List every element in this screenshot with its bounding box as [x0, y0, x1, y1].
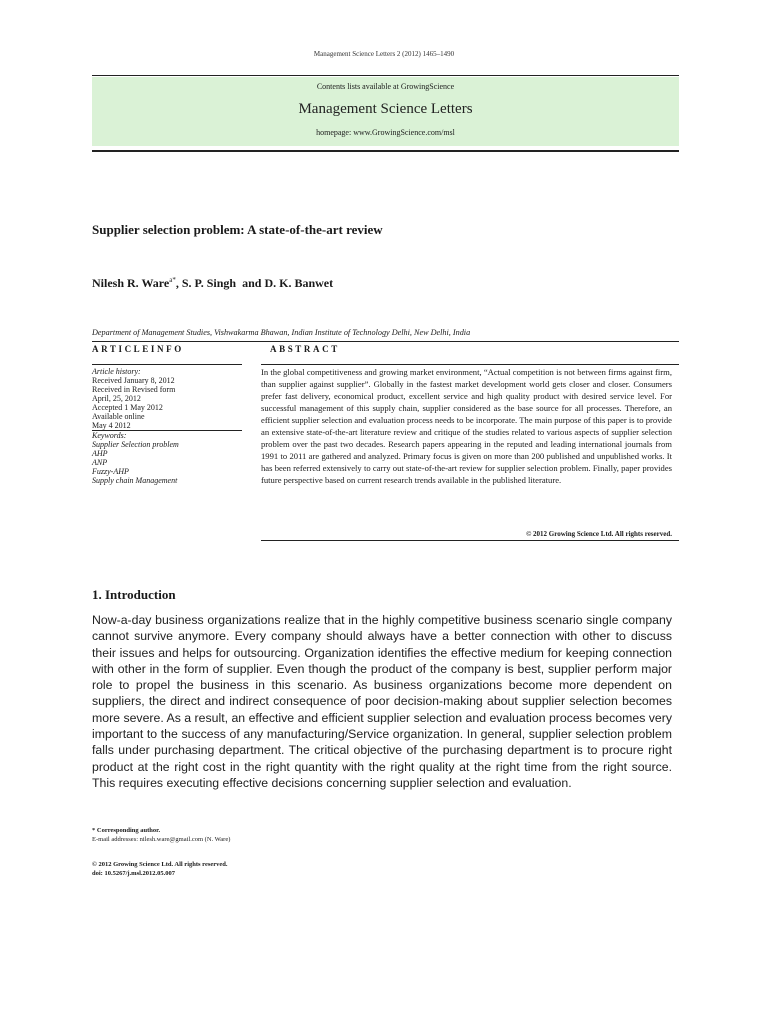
author-singh: , S. P. Singh — [175, 276, 237, 290]
author-affiliation: Department of Management Studies, Vishwakarma Bhawan, Indian Institute of Technology Delhi, New Delhi, India — [92, 328, 471, 337]
history-available: Available online — [92, 412, 145, 421]
contents-availability: Contents lists available at GrowingScience — [316, 82, 455, 91]
introduction-heading: 1. Introduction — [92, 587, 176, 602]
journal-homepage: homepage: www.GrowingScience.com/msl — [316, 128, 455, 137]
abstract-text: In the global competitiveness and growing market environment, “Actual competition is not between firms against firm, than supplier against supplier”. Globally in the fastest market development world gets closer and closer. Consumers prefer fast delivery, economical product, excellent service and high quality product with desired service level. For successful management of this supply chain, supplier considered as the base source for all processes. Therefore, an efficient supplier selection and evaluation process needs to be incorporate. The main purpose of this paper is to provide an extensive state-of-the-art literature review and critique of the studies related to various aspects of supplier selection problem over the past two decades. Research papers appearing in the reputed and leading international journals from 1991 to 2011 are gathered and analyzed. Primary focus is given on more than 200 published and unpublished works. It has been referred extensively to carry out state-of-the-art review for supplier selection problem. Finally, paper provides future perspective based on current research trends available in the published literature. — [261, 367, 672, 485]
keyword-item: Supplier Selection problem — [92, 440, 179, 449]
abstract-copyright: © 2012 Growing Science Ltd. All rights reserved. — [526, 530, 672, 538]
journal-banner — [92, 77, 679, 146]
history-revised: Received in Revised form — [92, 385, 176, 394]
footer-doi: doi: 10.5267/j.msl.2012.05.007 — [92, 870, 176, 877]
header-bottom-rule — [92, 150, 679, 152]
abstract-heading: ABSTRACT — [270, 344, 340, 354]
footer-copyright: © 2012 Growing Science Ltd. All rights reserved. — [92, 861, 228, 868]
info-top-rule — [92, 341, 679, 342]
history-revised-date: April, 25, 2012 — [92, 394, 141, 403]
author-banwet: and D. K. Banwet — [242, 276, 334, 290]
author-list — [92, 276, 333, 291]
history-label: Article history: — [92, 367, 141, 376]
keywords-label: Keywords: — [92, 431, 127, 440]
journal-name: Management Science Letters — [298, 101, 473, 117]
history-available-date: May 4 2012 — [92, 421, 131, 430]
author-ware: Nilesh R. Ware — [92, 276, 170, 290]
keyword-item: Supply chain Management — [92, 476, 178, 485]
info-left-rule — [92, 364, 242, 365]
article-info-column — [92, 367, 242, 485]
journal-citation-line: Management Science Letters 2 (2012) 1465–1490 — [313, 50, 455, 58]
history-received: Received January 8, 2012 — [92, 376, 175, 385]
abstract-bottom-rule — [261, 540, 679, 541]
author-affiliation-mark: a* — [169, 276, 176, 284]
corresponding-email: E-mail addresses: nilesh.ware@gmail.com (N. Ware) — [92, 836, 231, 843]
introduction-text: Now-a-day business organizations realize that in the highly competitive business scenario single company cannot survive anymore. Every company should always have a better connection with other to discuss their issues and helps for outsourcing. Organization identifies the effective medium for keeping connection with other in the form of supplier. Even though the product of the company is best, supplier perform major role to propel the business in this scenario. As business organizations become more dependent on suppliers, the direct and indirect consequence of poor decision-making about supplier selection becomes more severe. As a result, an effective and efficient supplier selection and evaluation process becomes very important to the success of any manufacturing/Service organization. In general, supplier selection problem falls under purchasing department. The critical objective of the purchasing department is to procure right product at the right cost in the right quantity with the right quality at the right time from the right source. This requires executing effective decisions concerning supplier selection and evaluation. — [92, 613, 672, 790]
history-accepted: Accepted 1 May 2012 — [92, 403, 163, 412]
abstract-top-rule — [261, 364, 679, 365]
keyword-item: ANP — [92, 458, 108, 467]
article-info-heading: ARTICLEINFO — [92, 344, 184, 354]
footnote — [92, 826, 230, 844]
page-footer — [92, 860, 228, 878]
header-top-rule — [92, 75, 679, 76]
article-title: Supplier selection problem: A state-of-the-art review — [92, 222, 383, 237]
keyword-item: Fuzzy-AHP — [92, 467, 129, 476]
keyword-item: AHP — [92, 449, 108, 458]
corresponding-author-label: * Corresponding author. — [92, 827, 161, 834]
